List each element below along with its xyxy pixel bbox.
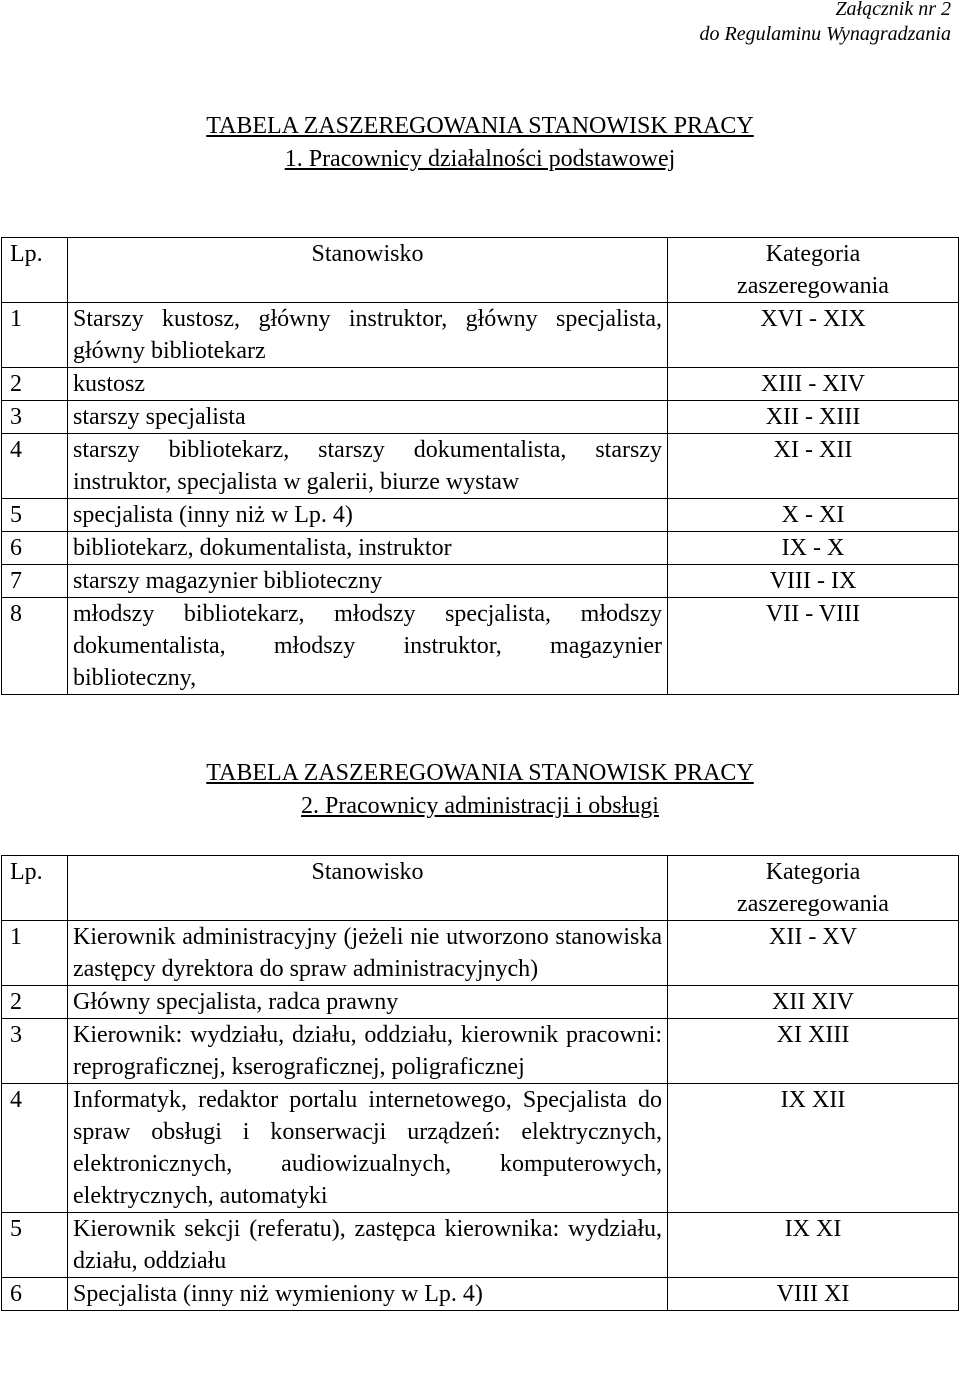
table-header-row xyxy=(2,856,959,921)
table-row xyxy=(2,303,959,368)
row-category: VII - VIII xyxy=(668,598,959,695)
row-lp: 4 xyxy=(2,1084,68,1213)
row-lp: 2 xyxy=(2,986,68,1019)
section-1-title: TABELA ZASZEREGOWANIA STANOWISK PRACY xyxy=(206,113,754,139)
header-lp: Lp. xyxy=(2,856,68,921)
section-2-heading xyxy=(0,757,960,823)
header-position: Stanowisko xyxy=(68,856,668,921)
table-row xyxy=(2,368,959,401)
row-lp: 6 xyxy=(2,1278,68,1311)
table-row xyxy=(2,986,959,1019)
row-category: XVI - XIX xyxy=(668,303,959,368)
row-position: Główny specjalista, radca prawny xyxy=(68,986,668,1019)
row-position: Kierownik: wydziału, działu, oddziału, kierownik pracowni: reprograficznej, kserograficznej, poligraficznej xyxy=(68,1019,668,1084)
section-2-table xyxy=(1,855,959,1311)
row-lp: 1 xyxy=(2,303,68,368)
row-lp: 7 xyxy=(2,565,68,598)
row-lp: 3 xyxy=(2,1019,68,1084)
row-category: IX - X xyxy=(668,532,959,565)
section-1-heading xyxy=(0,110,960,176)
section-1-subtitle: 1. Pracownicy działalności podstawowej xyxy=(284,146,676,172)
table-row xyxy=(2,401,959,434)
annex-line-2: do Regulaminu Wynagradzania xyxy=(699,23,951,45)
row-position: starszy bibliotekarz, starszy dokumentalista, starszy instruktor, specjalista w galerii, biurze wystaw xyxy=(68,434,668,499)
table-row xyxy=(2,499,959,532)
section-2-title: TABELA ZASZEREGOWANIA STANOWISK PRACY xyxy=(206,760,754,786)
annex-note xyxy=(700,0,951,47)
row-position: młodszy bibliotekarz, młodszy specjalista, młodszy dokumentalista, młodszy instruktor, magazynier biblioteczny, xyxy=(68,598,668,695)
row-category: XII - XV xyxy=(668,921,959,986)
row-category: XII XIV xyxy=(668,986,959,1019)
row-lp: 3 xyxy=(2,401,68,434)
row-lp: 5 xyxy=(2,1213,68,1278)
header-category-line-2: zaszeregowania xyxy=(737,273,889,299)
table-row xyxy=(2,565,959,598)
section-2-subtitle: 2. Pracownicy administracji i obsługi xyxy=(301,793,659,819)
header-category-line-1: Kategoria xyxy=(765,859,861,885)
row-category: XIII - XIV xyxy=(668,368,959,401)
table-row xyxy=(2,434,959,499)
header-category xyxy=(668,238,959,303)
row-position: starszy specjalista xyxy=(68,401,668,434)
row-position: specjalista (inny niż w Lp. 4) xyxy=(68,499,668,532)
header-lp: Lp. xyxy=(2,238,68,303)
table-row xyxy=(2,1278,959,1311)
section-1-table xyxy=(1,237,959,695)
header-category xyxy=(668,856,959,921)
row-lp: 2 xyxy=(2,368,68,401)
table-row xyxy=(2,1084,959,1213)
header-position: Stanowisko xyxy=(68,238,668,303)
row-position: starszy magazynier biblioteczny xyxy=(68,565,668,598)
row-category: IX XII xyxy=(668,1084,959,1213)
row-category: XI - XII xyxy=(668,434,959,499)
annex-line-1: Załącznik nr 2 xyxy=(835,0,951,20)
row-position: Specjalista (inny niż wymieniony w Lp. 4) xyxy=(68,1278,668,1311)
row-lp: 8 xyxy=(2,598,68,695)
row-lp: 1 xyxy=(2,921,68,986)
table-row xyxy=(2,1213,959,1278)
row-category: VIII XI xyxy=(668,1278,959,1311)
row-category: X - XI xyxy=(668,499,959,532)
table-row xyxy=(2,1019,959,1084)
row-position: kustosz xyxy=(68,368,668,401)
table-row xyxy=(2,532,959,565)
row-category: VIII - IX xyxy=(668,565,959,598)
table-header-row xyxy=(2,238,959,303)
table-row xyxy=(2,598,959,695)
row-position: bibliotekarz, dokumentalista, instruktor xyxy=(68,532,668,565)
row-position: Informatyk, redaktor portalu internetowego, Specjalista do spraw obsługi i konserwacji urządzeń: elektrycznych, elektronicznych, audiowizualnych, komputerowych, elektrycznych, automatyki xyxy=(68,1084,668,1213)
header-category-line-1: Kategoria xyxy=(765,241,861,267)
row-position: Kierownik administracyjny (jeżeli nie utworzono stanowiska zastępcy dyrektora do spraw administracyjnych) xyxy=(68,921,668,986)
row-category: XII - XIII xyxy=(668,401,959,434)
table-row xyxy=(2,921,959,986)
row-category: IX XI xyxy=(668,1213,959,1278)
header-category-line-2: zaszeregowania xyxy=(737,891,889,917)
row-category: XI XIII xyxy=(668,1019,959,1084)
row-lp: 5 xyxy=(2,499,68,532)
row-lp: 6 xyxy=(2,532,68,565)
row-lp: 4 xyxy=(2,434,68,499)
row-position: Kierownik sekcji (referatu), zastępca kierownika: wydziału, działu, oddziału xyxy=(68,1213,668,1278)
row-position: Starszy kustosz, główny instruktor, główny specjalista, główny bibliotekarz xyxy=(68,303,668,368)
